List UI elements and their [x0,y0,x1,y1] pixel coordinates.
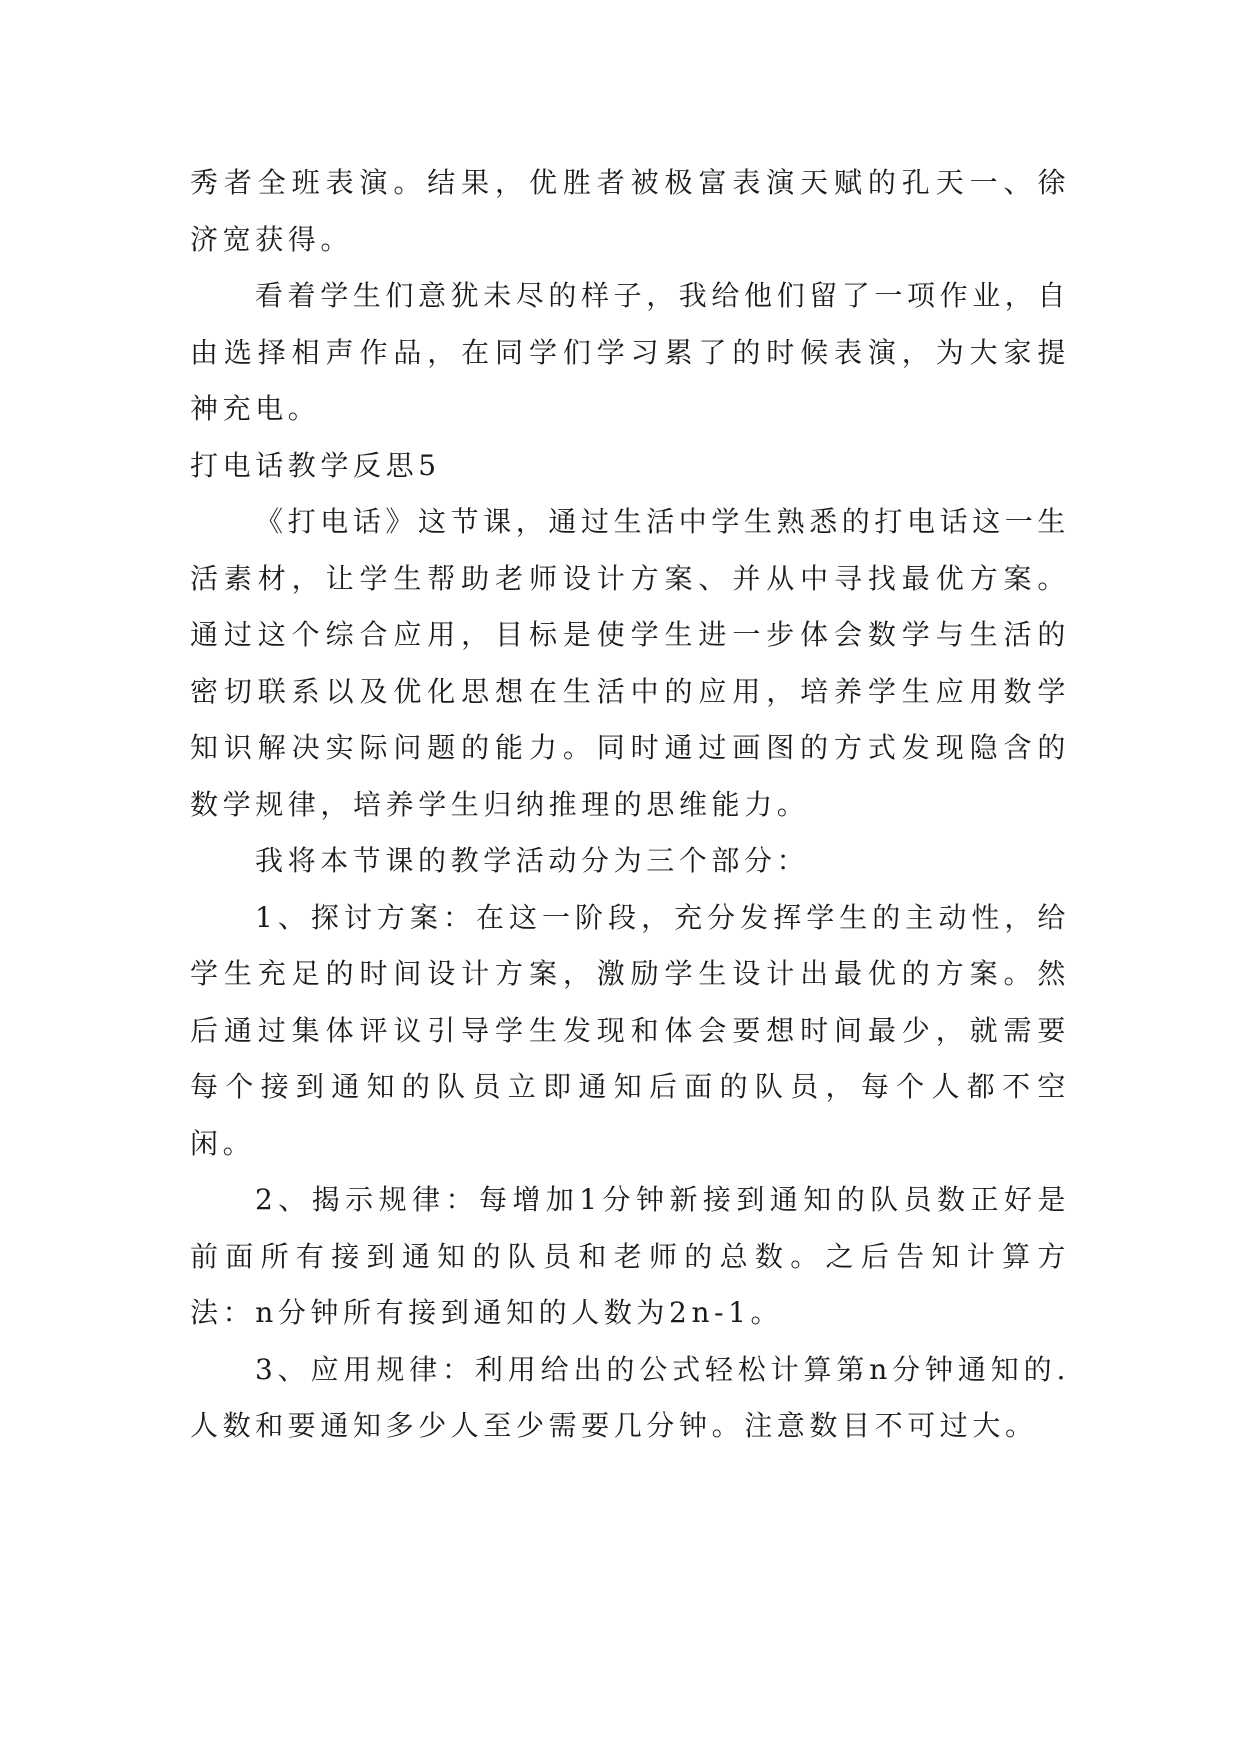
paragraph-part-2: 2、揭示规律：每增加1分钟新接到通知的队员数正好是前面所有接到通知的队员和老师的总数。之后告知计算方法：n分钟所有接到通知的人数为2n-1。 [190,1183,1070,1329]
section-heading: 打电话教学反思5 [190,448,441,482]
document-page [190,155,1070,1455]
paragraph-continuation: 秀者全班表演。结果，优胜者被极富表演天赋的孔天一、徐济宽获得。 [190,166,1070,256]
paragraph-homework: 看着学生们意犹未尽的样子，我给他们留了一项作业，自由选择相声作品，在同学们学习累了的时候表演，为大家提神充电。 [190,279,1071,425]
paragraph-part-3: 3、应用规律：利用给出的公式轻松计算第n分钟通知的.人数和要通知多少人至少需要几分钟。注意数目不可过大。 [190,1352,1070,1442]
paragraph-intro: 《打电话》这节课，通过生活中学生熟悉的打电话这一生活素材，让学生帮助老师设计方案、并从中寻找最优方案。通过这个综合应用，目标是使学生进一步体会数学与生活的密切联系以及优化思想在生活中的应用，培养学生应用数学知识解决实际问题的能力。同时通过画图的方式发现隐含的数学规律，培养学生归纳推理的思维能力。 [190,505,1071,821]
paragraph-part-1: 1、探讨方案：在这一阶段，充分发挥学生的主动性，给学生充足的时间设计方案，激励学生设计出最优的方案。然后通过集体评议引导学生发现和体会要想时间最少，就需要每个接到通知的队员立即通知后面的队员，每个人都不空闲。 [190,900,1070,1160]
paragraph-overview: 我将本节课的教学活动分为三个部分： [255,844,810,877]
